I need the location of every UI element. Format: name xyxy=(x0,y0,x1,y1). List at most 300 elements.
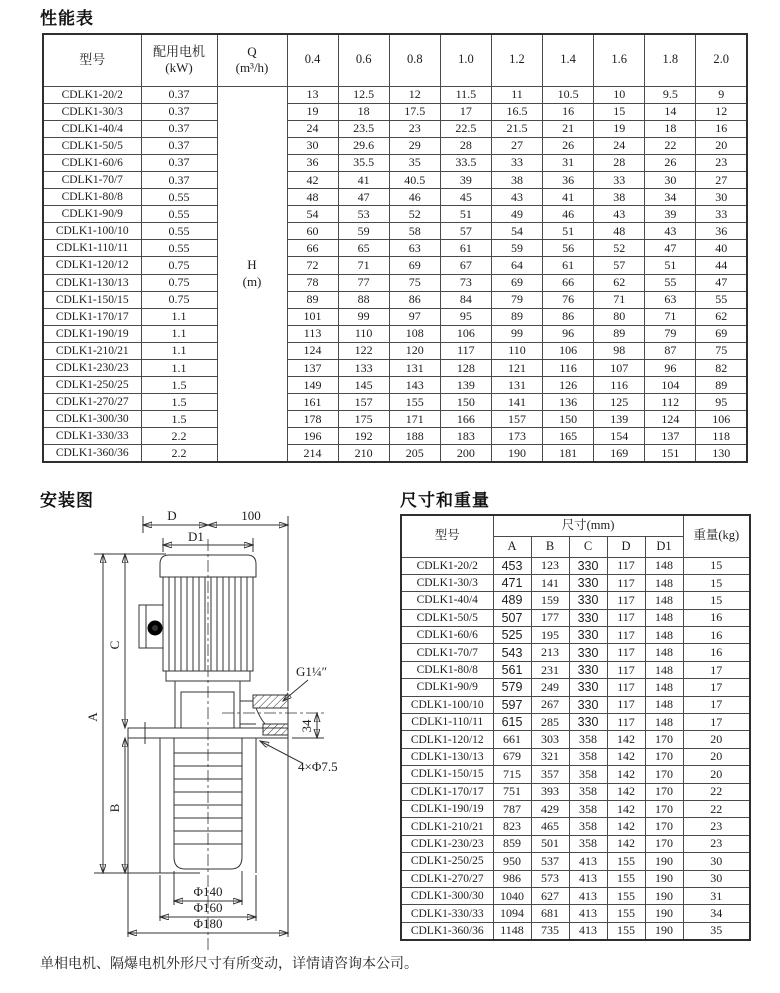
dimension-value: 117 xyxy=(607,557,645,574)
model-name: CDLK1-60/6 xyxy=(401,627,493,644)
model-name: CDLK1-170/17 xyxy=(401,783,493,800)
head-value: 106 xyxy=(440,325,491,342)
dimensions-table-row xyxy=(401,870,750,887)
head-value: 107 xyxy=(594,360,645,377)
dimension-value: 190 xyxy=(645,922,683,939)
pump-head xyxy=(166,671,250,728)
head-value: 33 xyxy=(696,206,747,223)
motor-power: 0.55 xyxy=(141,189,217,206)
head-value: 42 xyxy=(287,171,338,188)
dimension-value: 715 xyxy=(493,766,531,783)
head-value: 29.6 xyxy=(338,137,389,154)
dimension-value: 170 xyxy=(645,800,683,817)
head-value: 154 xyxy=(594,428,645,445)
model-name: CDLK1-270/27 xyxy=(43,394,141,411)
motor-power: 2.2 xyxy=(141,428,217,445)
dimensions-table-row xyxy=(401,783,750,800)
head-value: 71 xyxy=(645,308,696,325)
dimensions-table-row xyxy=(401,714,750,731)
head-value: 75 xyxy=(389,274,440,291)
dimension-value: 170 xyxy=(645,766,683,783)
motor-junction-box xyxy=(139,605,163,648)
dimension-value: 170 xyxy=(645,748,683,765)
dimension-value: 358 xyxy=(569,818,607,835)
head-label: H xyxy=(247,256,257,272)
head-value: 84 xyxy=(440,291,491,308)
head-value: 33 xyxy=(491,154,542,171)
flow-value-header: 2.0 xyxy=(696,34,747,86)
head-value: 169 xyxy=(594,445,645,462)
flow-value-header: 0.4 xyxy=(287,34,338,86)
head-value: 71 xyxy=(594,291,645,308)
installation-section-title: 安装图 xyxy=(40,491,94,510)
head-value: 183 xyxy=(440,428,491,445)
model-name: CDLK1-90/9 xyxy=(43,206,141,223)
weight-value: 30 xyxy=(683,870,750,887)
head-value: 200 xyxy=(440,445,491,462)
performance-table-row xyxy=(43,154,747,171)
weight-value: 15 xyxy=(683,592,750,609)
dimension-value: 537 xyxy=(531,853,569,870)
head-value: 110 xyxy=(338,325,389,342)
dimension-value: 213 xyxy=(531,644,569,661)
model-name: CDLK1-110/11 xyxy=(401,714,493,731)
head-value: 11 xyxy=(491,86,542,103)
head-value: 27 xyxy=(696,171,747,188)
head-value: 110 xyxy=(491,342,542,359)
dim-label-phi180: Φ180 xyxy=(193,916,223,931)
dimensions-table-row xyxy=(401,731,750,748)
head-value: 23 xyxy=(389,120,440,137)
dimension-value: 330 xyxy=(569,714,607,731)
model-name: CDLK1-230/23 xyxy=(401,835,493,852)
dim-label-b: B xyxy=(107,803,122,813)
head-value: 124 xyxy=(287,342,338,359)
dimension-value: 330 xyxy=(569,592,607,609)
col-header-motor xyxy=(141,34,217,86)
dimension-value: 148 xyxy=(645,696,683,713)
head-value: 26 xyxy=(543,137,594,154)
head-value: 96 xyxy=(645,360,696,377)
head-value: 137 xyxy=(287,360,338,377)
head-value: 22 xyxy=(645,137,696,154)
head-value: 104 xyxy=(645,377,696,394)
model-name: CDLK1-250/25 xyxy=(401,853,493,870)
dimension-value: 117 xyxy=(607,644,645,661)
motor-power: 1.1 xyxy=(141,308,217,325)
head-value: 124 xyxy=(645,411,696,428)
dimensions-table-row xyxy=(401,800,750,817)
weight-value: 15 xyxy=(683,574,750,591)
head-value: 157 xyxy=(338,394,389,411)
performance-table-row xyxy=(43,86,747,103)
motor-power: 0.55 xyxy=(141,240,217,257)
dimension-value: 986 xyxy=(493,870,531,887)
head-value: 11.5 xyxy=(440,86,491,103)
head-value: 188 xyxy=(389,428,440,445)
motor-power: 1.1 xyxy=(141,360,217,377)
performance-table-row xyxy=(43,411,747,428)
model-name: CDLK1-190/19 xyxy=(43,325,141,342)
dimension-value: 170 xyxy=(645,835,683,852)
head-value: 108 xyxy=(389,325,440,342)
head-value: 173 xyxy=(491,428,542,445)
head-value: 47 xyxy=(338,189,389,206)
head-value: 56 xyxy=(543,240,594,257)
head-value: 66 xyxy=(543,274,594,291)
dimension-value: 177 xyxy=(531,609,569,626)
motor-power: 0.75 xyxy=(141,291,217,308)
head-value: 113 xyxy=(287,325,338,342)
dimension-value: 561 xyxy=(493,661,531,678)
dimension-value: 142 xyxy=(607,800,645,817)
dimensions-table-row xyxy=(401,766,750,783)
head-value: 36 xyxy=(287,154,338,171)
head-value: 175 xyxy=(338,411,389,428)
dimension-value: 155 xyxy=(607,905,645,922)
head-value: 89 xyxy=(696,377,747,394)
col-header-flow-line2: (m³/h) xyxy=(235,60,269,76)
dim-label-a: A xyxy=(85,712,100,722)
flow-value-header: 1.4 xyxy=(543,34,594,86)
model-name: CDLK1-360/36 xyxy=(401,922,493,939)
head-value: 171 xyxy=(389,411,440,428)
dimension-value: 148 xyxy=(645,644,683,661)
dimensions-table-row xyxy=(401,748,750,765)
dimension-value: 950 xyxy=(493,853,531,870)
head-value: 47 xyxy=(645,240,696,257)
dimension-value: 465 xyxy=(531,818,569,835)
dimension-value: 142 xyxy=(607,818,645,835)
motor-power: 0.37 xyxy=(141,154,217,171)
model-name: CDLK1-210/21 xyxy=(401,818,493,835)
motor-power: 0.75 xyxy=(141,274,217,291)
head-value: 43 xyxy=(594,206,645,223)
head-value: 143 xyxy=(389,377,440,394)
performance-table-row xyxy=(43,342,747,359)
head-value: 24 xyxy=(287,120,338,137)
model-name: CDLK1-250/25 xyxy=(43,377,141,394)
head-value: 35 xyxy=(389,154,440,171)
dimension-value: 330 xyxy=(569,661,607,678)
dimensions-header-row1 xyxy=(401,515,750,536)
head-value: 48 xyxy=(287,189,338,206)
head-value: 9 xyxy=(696,86,747,103)
head-value: 57 xyxy=(594,257,645,274)
dimensions-table xyxy=(400,514,751,941)
head-value: 17 xyxy=(440,103,491,120)
head-value: 65 xyxy=(338,240,389,257)
dimension-value: 543 xyxy=(493,644,531,661)
weight-value: 20 xyxy=(683,731,750,748)
dimension-value: 117 xyxy=(607,696,645,713)
head-value: 117 xyxy=(440,342,491,359)
head-value: 9.5 xyxy=(645,86,696,103)
head-value: 80 xyxy=(594,308,645,325)
weight-value: 16 xyxy=(683,627,750,644)
model-name: CDLK1-100/10 xyxy=(401,696,493,713)
head-value: 131 xyxy=(491,377,542,394)
dimension-value: 155 xyxy=(607,887,645,904)
dimension-value: 358 xyxy=(569,731,607,748)
dimension-value: 117 xyxy=(607,592,645,609)
head-value: 165 xyxy=(543,428,594,445)
dimension-value: 117 xyxy=(607,627,645,644)
dimension-value: 190 xyxy=(645,887,683,904)
dimension-value: 148 xyxy=(645,592,683,609)
model-name: CDLK1-330/33 xyxy=(401,905,493,922)
head-value: 122 xyxy=(338,342,389,359)
dim-label-port: G1¼″ xyxy=(296,664,328,679)
dimension-value: 751 xyxy=(493,783,531,800)
head-value: 86 xyxy=(543,308,594,325)
head-value: 157 xyxy=(491,411,542,428)
head-value: 12 xyxy=(696,103,747,120)
dimension-value: 1094 xyxy=(493,905,531,922)
head-value: 48 xyxy=(594,223,645,240)
dimension-value: 413 xyxy=(569,905,607,922)
head-value: 95 xyxy=(696,394,747,411)
dimension-value: 159 xyxy=(531,592,569,609)
installation-diagram xyxy=(30,505,390,985)
head-value: 139 xyxy=(440,377,491,394)
dim-label-holes: 4×Φ7.5 xyxy=(298,759,338,774)
motor-power: 2.2 xyxy=(141,445,217,462)
dim-label-100: 100 xyxy=(241,508,261,523)
model-name: CDLK1-120/12 xyxy=(401,731,493,748)
performance-table-row xyxy=(43,325,747,342)
weight-value: 16 xyxy=(683,609,750,626)
dimension-value: 393 xyxy=(531,783,569,800)
dimensions-section-title: 尺寸和重量 xyxy=(400,491,490,510)
weight-value: 16 xyxy=(683,644,750,661)
head-value: 71 xyxy=(338,257,389,274)
performance-header-row xyxy=(43,34,747,86)
flow-value-header: 1.2 xyxy=(491,34,542,86)
head-value: 112 xyxy=(645,394,696,411)
head-value: 161 xyxy=(287,394,338,411)
head-value: 55 xyxy=(696,291,747,308)
model-name: CDLK1-50/5 xyxy=(401,609,493,626)
head-value: 47 xyxy=(696,274,747,291)
dimensions-table-row xyxy=(401,835,750,852)
dimension-value: 471 xyxy=(493,574,531,591)
size-col-header: C xyxy=(569,536,607,557)
performance-table-row xyxy=(43,274,747,291)
dimensions-table-row xyxy=(401,574,750,591)
head-value: 54 xyxy=(491,223,542,240)
head-value: 181 xyxy=(543,445,594,462)
head-value: 118 xyxy=(696,428,747,445)
col-header-flow-line1: Q xyxy=(247,44,257,59)
col-header-model: 型号 xyxy=(401,515,493,557)
performance-table-row xyxy=(43,445,747,462)
dimension-value: 413 xyxy=(569,870,607,887)
head-unit-cell xyxy=(217,86,287,462)
dimension-value: 1148 xyxy=(493,922,531,939)
dim-label-phi140: Φ140 xyxy=(193,884,223,899)
head-value: 210 xyxy=(338,445,389,462)
head-value: 98 xyxy=(594,342,645,359)
dimension-value: 330 xyxy=(569,627,607,644)
performance-table-row xyxy=(43,257,747,274)
col-header-flow xyxy=(217,34,287,86)
dimension-value: 142 xyxy=(607,731,645,748)
model-name: CDLK1-50/5 xyxy=(43,137,141,154)
dim-label-phi160: Φ160 xyxy=(193,900,223,915)
model-name: CDLK1-150/15 xyxy=(43,291,141,308)
head-value: 214 xyxy=(287,445,338,462)
motor-power: 1.1 xyxy=(141,342,217,359)
head-value: 126 xyxy=(543,377,594,394)
head-value: 31 xyxy=(543,154,594,171)
head-value: 205 xyxy=(389,445,440,462)
dimension-value: 330 xyxy=(569,644,607,661)
weight-value: 30 xyxy=(683,853,750,870)
head-value: 72 xyxy=(287,257,338,274)
head-value: 15 xyxy=(594,103,645,120)
head-value: 45 xyxy=(440,189,491,206)
weight-value: 23 xyxy=(683,818,750,835)
head-value: 64 xyxy=(491,257,542,274)
dimensions-table-row xyxy=(401,627,750,644)
head-value: 133 xyxy=(338,360,389,377)
weight-value: 17 xyxy=(683,714,750,731)
dimension-value: 155 xyxy=(607,870,645,887)
head-value: 41 xyxy=(543,189,594,206)
head-value: 21.5 xyxy=(491,120,542,137)
head-value: 23.5 xyxy=(338,120,389,137)
dimension-value: 615 xyxy=(493,714,531,731)
head-value: 46 xyxy=(543,206,594,223)
weight-value: 20 xyxy=(683,766,750,783)
dimension-value: 579 xyxy=(493,679,531,696)
dimension-value: 1040 xyxy=(493,887,531,904)
head-value: 28 xyxy=(594,154,645,171)
dimension-value: 321 xyxy=(531,748,569,765)
motor-power: 0.37 xyxy=(141,103,217,120)
weight-value: 17 xyxy=(683,696,750,713)
weight-value: 22 xyxy=(683,783,750,800)
motor-power: 1.1 xyxy=(141,325,217,342)
head-value: 89 xyxy=(287,291,338,308)
head-value: 55 xyxy=(645,274,696,291)
col-header-weight: 重量(kg) xyxy=(683,515,750,557)
head-value: 196 xyxy=(287,428,338,445)
head-value: 28 xyxy=(440,137,491,154)
dimension-value: 148 xyxy=(645,714,683,731)
dimension-value: 231 xyxy=(531,661,569,678)
head-value: 96 xyxy=(543,325,594,342)
head-value: 86 xyxy=(389,291,440,308)
dim-label-34: 34 xyxy=(299,719,314,733)
performance-table-row xyxy=(43,394,747,411)
head-value: 95 xyxy=(440,308,491,325)
dimension-value: 190 xyxy=(645,870,683,887)
head-value: 106 xyxy=(543,342,594,359)
dimension-value: 330 xyxy=(569,574,607,591)
flow-value-header: 0.6 xyxy=(338,34,389,86)
flow-value-header: 1.8 xyxy=(645,34,696,86)
model-name: CDLK1-130/13 xyxy=(43,274,141,291)
dimension-value: 142 xyxy=(607,766,645,783)
head-value: 69 xyxy=(389,257,440,274)
footer-note: 单相电机、隔爆电机外形尺寸有所变动，详情请咨询本公司。 xyxy=(40,955,418,971)
performance-table-row xyxy=(43,206,747,223)
col-header-size: 尺寸(mm) xyxy=(493,515,683,536)
head-value: 35.5 xyxy=(338,154,389,171)
head-value: 63 xyxy=(389,240,440,257)
size-col-header: D1 xyxy=(645,536,683,557)
model-name: CDLK1-150/15 xyxy=(401,766,493,783)
head-value: 87 xyxy=(645,342,696,359)
head-value: 52 xyxy=(389,206,440,223)
weight-value: 15 xyxy=(683,557,750,574)
dimension-value: 190 xyxy=(645,853,683,870)
model-name: CDLK1-20/2 xyxy=(401,557,493,574)
motor-power: 0.55 xyxy=(141,223,217,240)
head-value: 16.5 xyxy=(491,103,542,120)
dimension-value: 148 xyxy=(645,574,683,591)
dimension-value: 142 xyxy=(607,748,645,765)
head-value: 51 xyxy=(645,257,696,274)
flow-value-header: 1.0 xyxy=(440,34,491,86)
dimension-value: 453 xyxy=(493,557,531,574)
dimension-value: 117 xyxy=(607,574,645,591)
head-value: 14 xyxy=(645,103,696,120)
head-value: 137 xyxy=(645,428,696,445)
head-value: 131 xyxy=(389,360,440,377)
head-value: 190 xyxy=(491,445,542,462)
dimension-value: 285 xyxy=(531,714,569,731)
dimensions-table-row xyxy=(401,905,750,922)
head-value: 120 xyxy=(389,342,440,359)
motor-power: 0.37 xyxy=(141,171,217,188)
head-value: 24 xyxy=(594,137,645,154)
head-value: 20 xyxy=(696,137,747,154)
dimension-value: 358 xyxy=(569,783,607,800)
head-value: 46 xyxy=(389,189,440,206)
flow-value-header: 0.8 xyxy=(389,34,440,86)
head-value: 125 xyxy=(594,394,645,411)
head-value: 89 xyxy=(491,308,542,325)
performance-table-row xyxy=(43,171,747,188)
dimension-value: 330 xyxy=(569,679,607,696)
dimensions-table-row xyxy=(401,696,750,713)
motor-power: 1.5 xyxy=(141,377,217,394)
model-name: CDLK1-230/23 xyxy=(43,360,141,377)
head-value: 53 xyxy=(338,206,389,223)
dimension-value: 123 xyxy=(531,557,569,574)
head-value: 29 xyxy=(389,137,440,154)
head-value: 139 xyxy=(594,411,645,428)
head-value: 73 xyxy=(440,274,491,291)
dimension-value: 358 xyxy=(569,748,607,765)
motor-power: 0.37 xyxy=(141,137,217,154)
dimension-value: 195 xyxy=(531,627,569,644)
weight-value: 35 xyxy=(683,922,750,939)
head-value: 30 xyxy=(645,171,696,188)
dimension-value: 170 xyxy=(645,818,683,835)
dimension-value: 357 xyxy=(531,766,569,783)
dimensions-table-row xyxy=(401,661,750,678)
head-value: 38 xyxy=(491,171,542,188)
head-value: 149 xyxy=(287,377,338,394)
weight-value: 34 xyxy=(683,905,750,922)
performance-table-row xyxy=(43,240,747,257)
performance-table-row xyxy=(43,137,747,154)
head-value: 116 xyxy=(594,377,645,394)
